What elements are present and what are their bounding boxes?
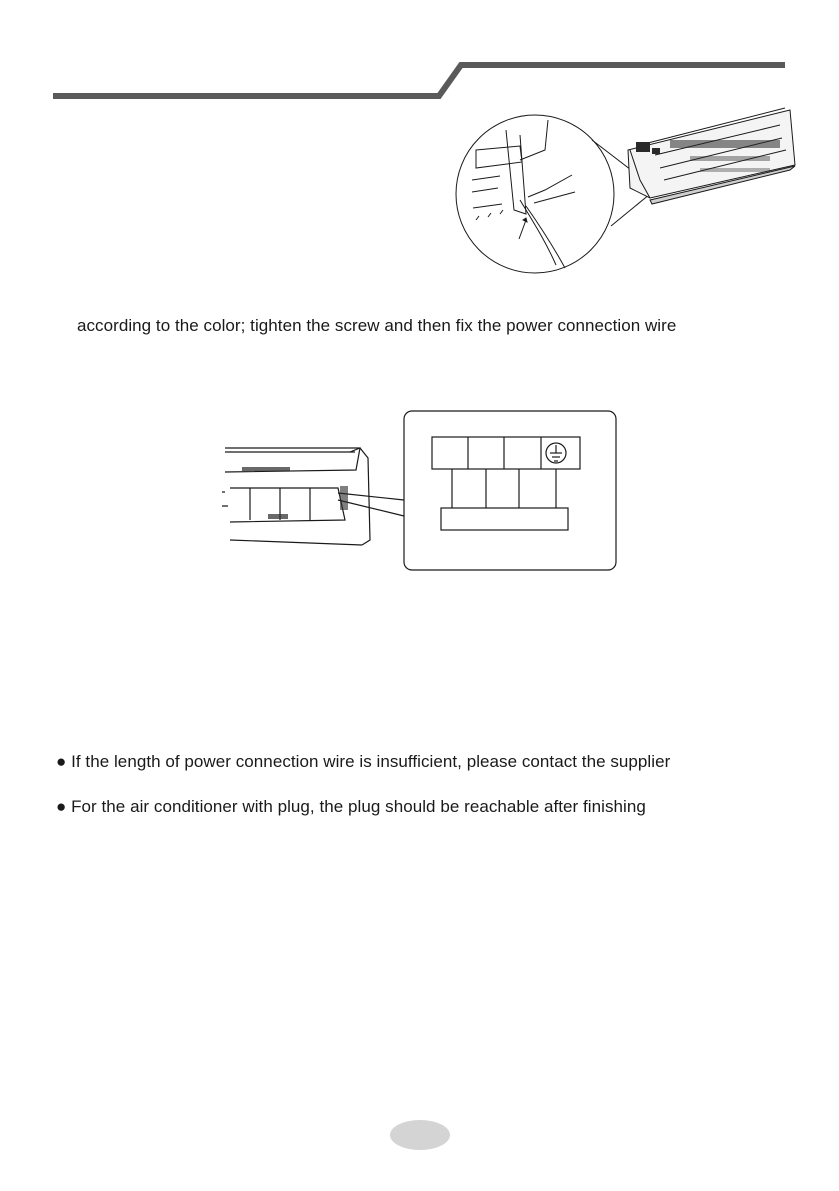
terminal-callout-box [404, 411, 616, 570]
note-text: For the air conditioner with plug, the plug should be reachable after finishing [71, 797, 646, 816]
wiring-instruction-line: according to the color; tighten the screw and then fix the power connection wire [77, 316, 677, 335]
note-wire-length [56, 752, 670, 772]
bullet-icon: ● [56, 797, 67, 816]
note-plug-reachable [56, 797, 646, 817]
bullet-icon: ● [56, 752, 67, 771]
note-text: If the length of power connection wire is insufficient, please contact the supplier [71, 752, 671, 771]
